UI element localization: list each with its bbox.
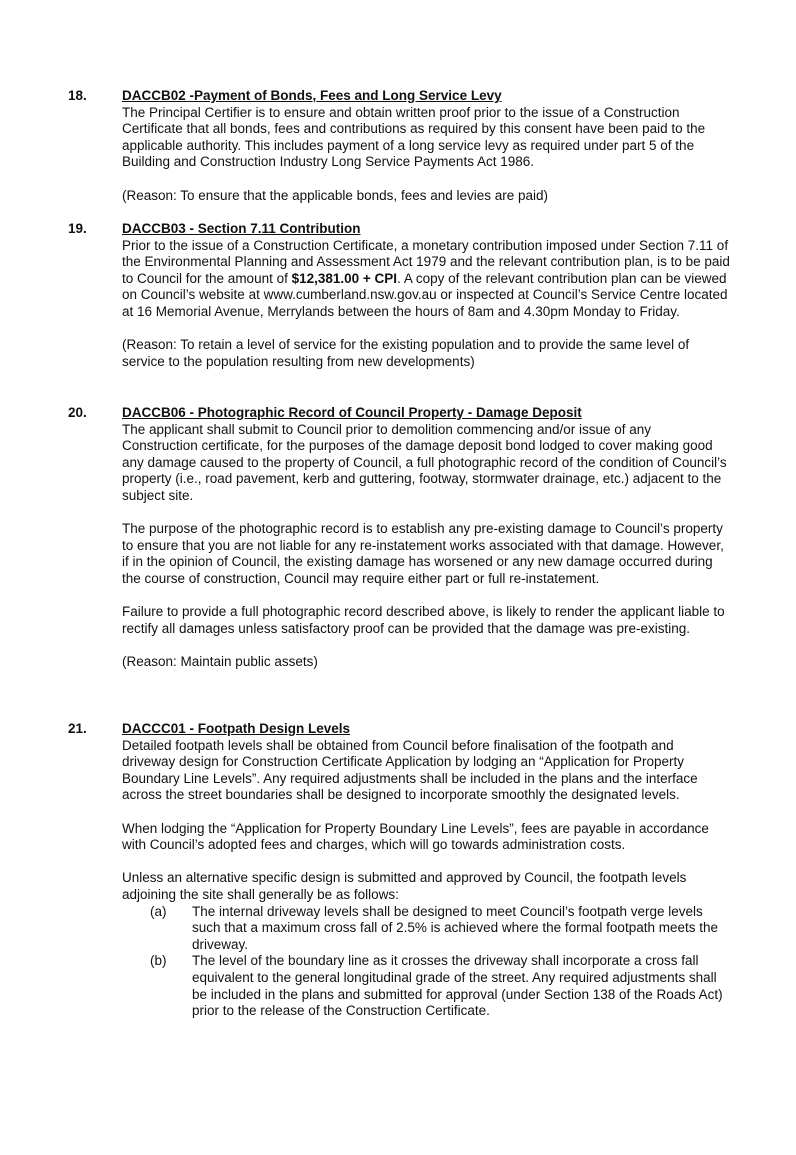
condition-title: DACCB03 - Section 7.11 Contribution <box>122 221 361 236</box>
condition-number: 19. <box>68 221 87 236</box>
condition-reason: (Reason: Maintain public assets) <box>122 653 318 669</box>
condition-body <box>122 88 730 204</box>
list-item-text: The level of the boundary line as it crosses the driveway shall incorporate a cross fall equivalent to the general longitudinal grade of the street. Any required adjustments shall be included in the plans and submitted for approval (under Section 138 of the Roads Act) prior to the release of the Construction Certificate. <box>192 953 723 1019</box>
condition-paragraph: Detailed footpath levels shall be obtained from Council before finalisation of the footpath and driveway design for Construction Certificate Application by lodging an “Application for Property Boundary Line Levels”. Any required adjustments shall be included in the plans and the interface across the street boundaries shall be designed to incorporate smoothly the designated levels. <box>122 737 698 803</box>
paragraph-text: . A copy of the relevant contribution plan can be viewed on Council’s website at www.cumberland.nsw.gov.au or inspected at Council’s Service Centre located at 16 Memorial Avenue, Merrylands between the hours of 8am and 4.30pm Monday to Friday. <box>122 270 728 319</box>
condition-body <box>122 721 730 1020</box>
condition-body <box>122 405 730 671</box>
condition-reason: (Reason: To retain a level of service for the existing population and to provide the same level of service to the population resulting from new developments) <box>122 337 690 369</box>
condition-body <box>122 221 730 370</box>
condition-title: DACCB02 -Payment of Bonds, Fees and Long Service Levy <box>122 88 502 103</box>
condition-paragraph: The purpose of the photographic record is to establish any pre-existing damage to Council’s property to ensure that you are not liable for any re-instatement works associated with that damage. However, if in the opinion of Council, the existing damage has worsened or any new damage occurred during the course of construction, Council may require either part or full re-instatement. <box>122 521 724 586</box>
condition-title: DACCC01 - Footpath Design Levels <box>122 721 351 736</box>
condition-number: 18. <box>68 88 87 103</box>
list-item-text: The internal driveway levels shall be designed to meet Council’s footpath verge levels such that a maximum cross fall of 2.5% is achieved where the formal footpath meets the driveway. <box>192 903 718 952</box>
list-item-label: (b) <box>150 953 167 969</box>
paragraph-text: Prior to the issue of a Construction Certificate, a monetary contribution imposed under Section 7.11 of the Environmental Planning and Assessment Act 1979 and the relevant contribution plan, is to be paid to Council for the amount of <box>122 237 730 286</box>
condition-paragraph: Failure to provide a full photographic record described above, is likely to render the applicant liable to rectify all damages unless satisfactory proof can be provided that the damage was pre-existing. <box>122 604 725 636</box>
condition-paragraph: Unless an alternative specific design is submitted and approved by Council, the footpath levels adjoining the site shall generally be as follows: <box>122 870 687 902</box>
condition-number: 20. <box>68 405 87 420</box>
list-item-label: (a) <box>150 903 167 919</box>
condition-number: 21. <box>68 721 87 736</box>
condition-paragraph: When lodging the “Application for Property Boundary Line Levels”, fees are payable in accordance with Council’s adopted fees and charges, which will go towards administration costs. <box>122 820 709 853</box>
contribution-amount: $12,381.00 + CPI <box>291 270 398 286</box>
condition-reason: (Reason: To ensure that the applicable bonds, fees and levies are paid) <box>122 187 549 203</box>
condition-paragraph <box>122 238 730 321</box>
condition-paragraph: The applicant shall submit to Council prior to demolition commencing and/or issue of any Construction certificate, for the purposes of the damage deposit bond lodged to cover making good any damage caused to the property of Council, a full photographic record of the condition of Council’s property (i.e., road pavement, kerb and guttering, footway, stormwater drainage, etc.) adjacent to the subject site. <box>122 421 727 503</box>
list-item <box>122 904 730 954</box>
condition-paragraph: The Principal Certifier is to ensure and obtain written proof prior to the issue of a Construction Certificate that all bonds, fees and contributions as required by this consent have been paid to the applicable authority. This includes payment of a long service levy as required under part 5 of the Building and Construction Industry Long Service Payments Act 1986. <box>122 104 706 170</box>
list-item <box>122 953 730 1019</box>
condition-title: DACCB06 - Photographic Record of Council Property - Damage Deposit <box>122 405 582 420</box>
